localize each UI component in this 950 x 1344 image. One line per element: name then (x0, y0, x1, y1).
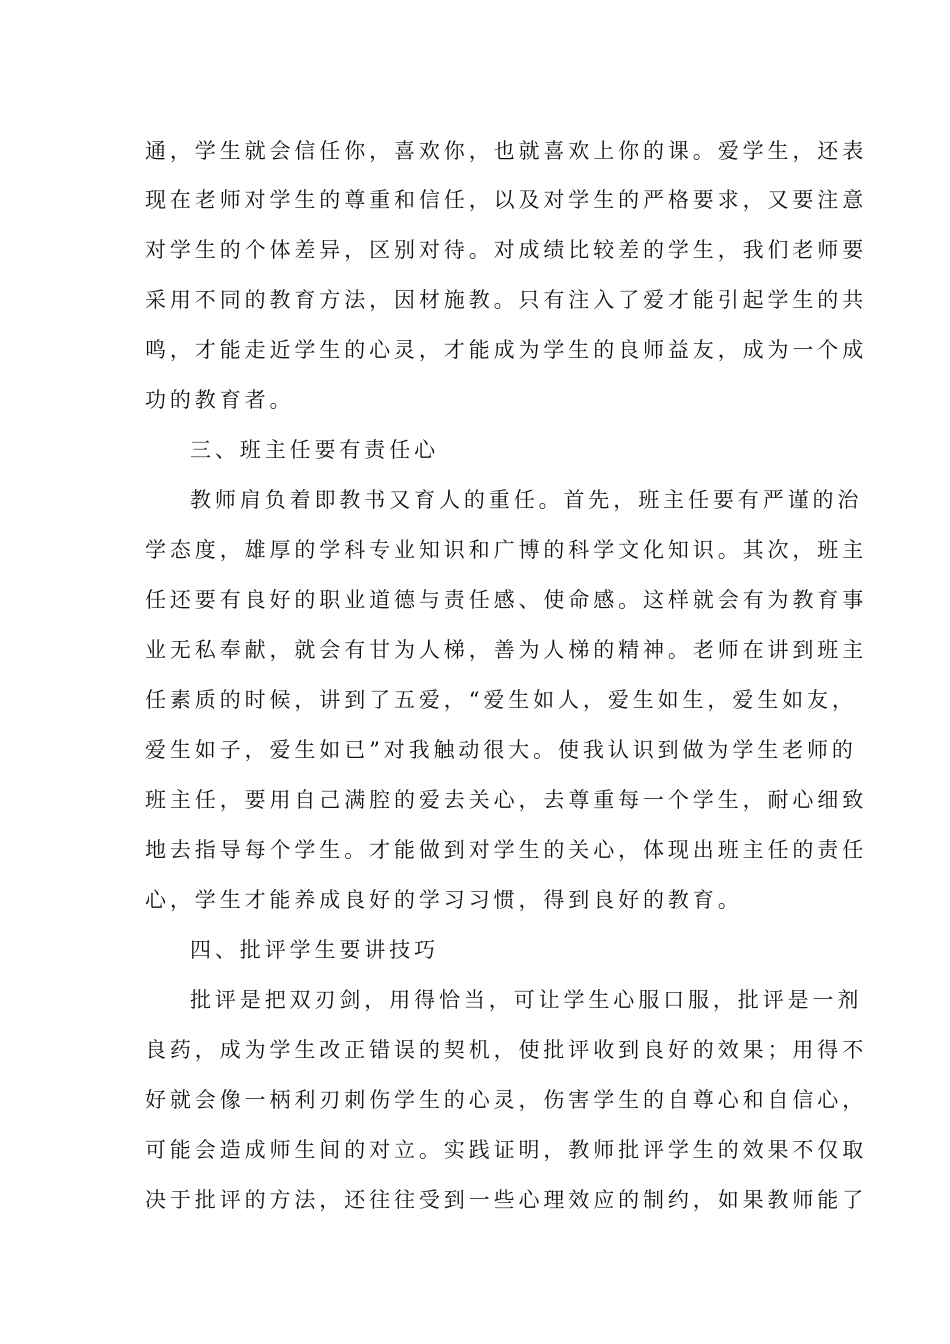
paragraph-line: 地去指导每个学生。才能做到对学生的关心，体现出班主任的责任 (145, 838, 868, 862)
paragraph-line: 对学生的个体差异，区别对待。对成绩比较差的学生，我们老师要 (145, 238, 868, 262)
paragraph-line: 爱生如子，爱生如已”对我触动很大。使我认识到做为学生老师的 (145, 738, 857, 762)
paragraph-line: 功的教育者。 (145, 388, 295, 412)
paragraph-line: 采用不同的教育方法，因材施教。只有注入了爱才能引起学生的共 (145, 288, 868, 312)
paragraph-line: 批评是把双刃剑，用得恰当，可让学生心服口服，批评是一剂 (190, 988, 863, 1012)
paragraph-line: 任还要有良好的职业道德与责任感、使命感。这样就会有为教育事 (145, 588, 868, 612)
paragraph-line: 可能会造成师生间的对立。实践证明，教师批评学生的效果不仅取 (145, 1138, 868, 1162)
paragraph-line: 心，学生才能养成良好的学习习惯，得到良好的教育。 (145, 888, 743, 912)
paragraph-line: 好就会像一柄利刃刺伤学生的心灵，伤害学生的自尊心和自信心， (145, 1088, 868, 1112)
paragraph-line: 教师肩负着即教书又育人的重任。首先，班主任要有严谨的治 (190, 488, 863, 512)
paragraph-line: 决于批评的方法，还往往受到一些心理效应的制约，如果教师能了 (145, 1188, 868, 1212)
section-heading: 三、班主任要有责任心 (190, 438, 439, 462)
paragraph-line: 班主任，要用自己满腔的爱去关心，去尊重每一个学生，耐心细致 (145, 788, 868, 812)
paragraph-line: 现在老师对学生的尊重和信任，以及对学生的严格要求，又要注意 (145, 188, 868, 212)
paragraph-line: 任素质的时候，讲到了五爱，“爱生如人，爱生如生，爱生如友， (145, 688, 857, 712)
paragraph-line: 业无私奉献，就会有甘为人梯，善为人梯的精神。老师在讲到班主 (145, 638, 868, 662)
section-heading: 四、批评学生要讲技巧 (190, 938, 439, 962)
paragraph-line: 良药，成为学生改正错误的契机，使批评收到良好的效果；用得不 (145, 1038, 868, 1062)
paragraph-line: 通，学生就会信任你，喜欢你，也就喜欢上你的课。爱学生，还表 (145, 139, 868, 163)
paragraph-line: 学态度，雄厚的学科专业知识和广博的科学文化知识。其次，班主 (145, 538, 868, 562)
paragraph-line: 鸣，才能走近学生的心灵，才能成为学生的良师益友，成为一个成 (145, 338, 868, 362)
